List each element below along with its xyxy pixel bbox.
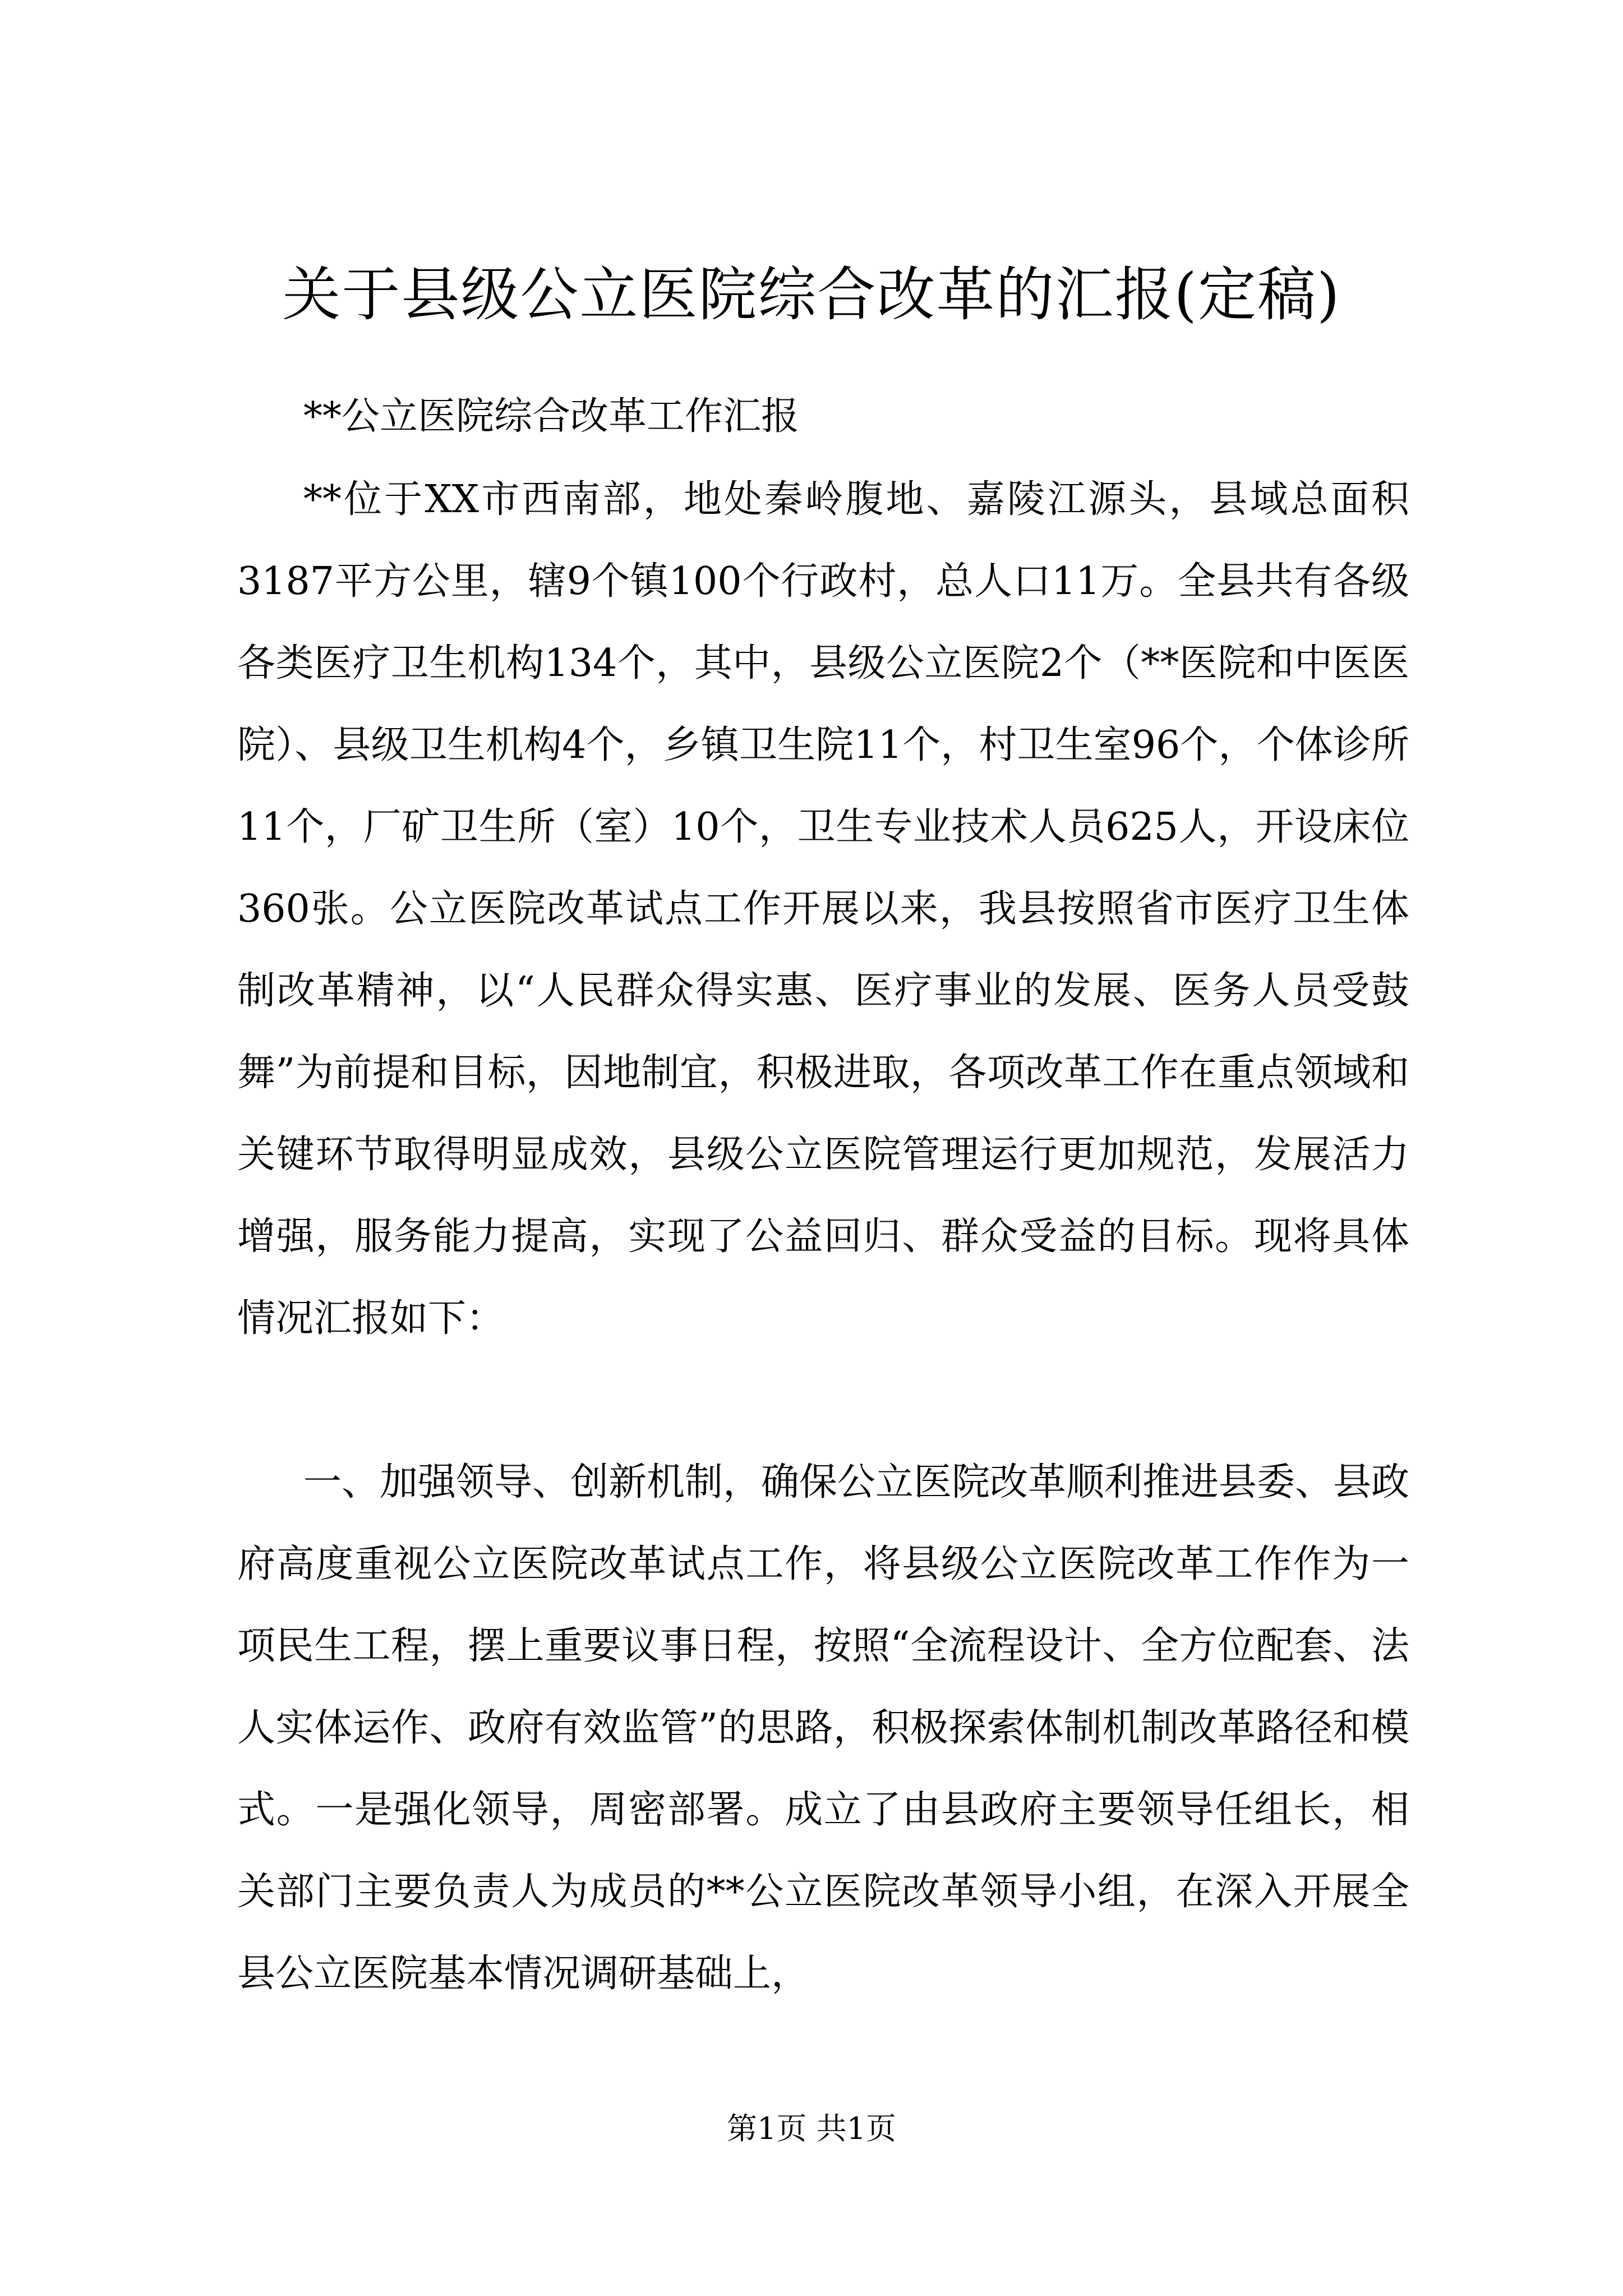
document-subtitle: **公立医院综合改革工作汇报: [303, 394, 800, 439]
paragraph-introduction: **位于XX市西南部，地处秦岭腹地、嘉陵江源头，县域总面积3187平方公里，辖9个镇100个行政村，总人口11万。全县共有各级各类医疗卫生机构134个，其中，县级公立医院2个（**医院和中医医院）、县级卫生机构4个，乡镇卫生院11个，村卫生室96个，个体诊所11个，厂矿卫生所（室）10个，卫生专业技术人员625人，开设床位360张。公立医院改革试点工作开展以来，我县按照省市医疗卫生体制改革精神，以“人民群众得实惠、医疗事业的发展、医务人员受鼓舞”为前提和目标，因地制宜，积极进取，各项改革工作在重点领域和关键环节取得明显成效，县级公立医院管理运行更加规范，发展活力增强，服务能力提高，实现了公益回归、群众受益的目标。现将具体情况汇报如下：: [237, 477, 1409, 1341]
page-number-footer: 第1页 共1页: [727, 2111, 896, 2146]
document-title: 关于县级公立医院综合改革的汇报(定稿): [282, 260, 1341, 329]
paragraph-section-one: 一、加强领导、创新机制，确保公立医院改革顺利推进县委、县政府高度重视公立医院改革试点工作，将县级公立医院改革工作作为一项民生工程，摆上重要议事日程，按照“全流程设计、全方位配套、法人实体运作、政府有效监管”的思路，积极探索体制机制改革路径和模式。一是强化领导，周密部署。成立了由县政府主要领导任组长，相关部门主要负责人为成员的**公立医院改革领导小组，在深入开展全县公立医院基本情况调研基础上，: [237, 1460, 1410, 1996]
